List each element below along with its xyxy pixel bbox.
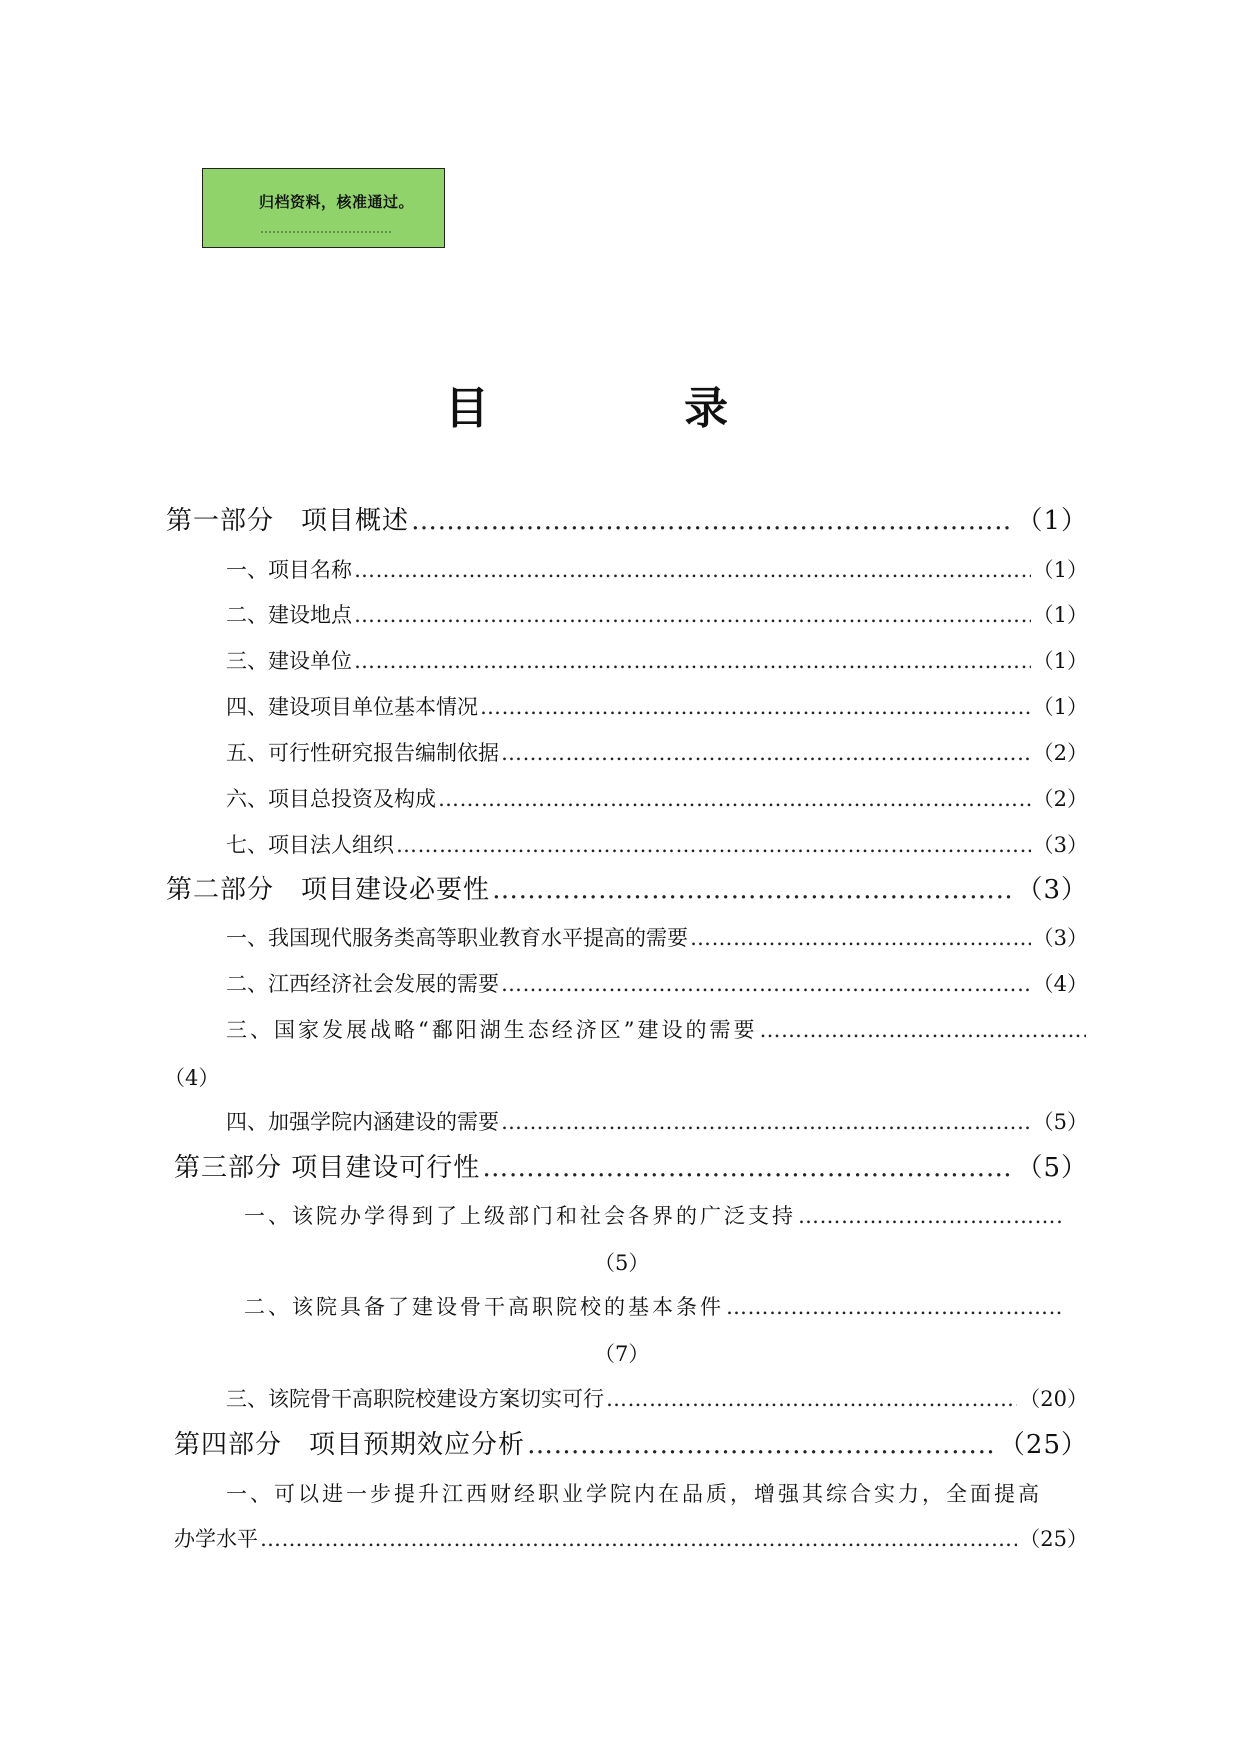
stamp-faded-line xyxy=(261,231,391,235)
toc-item-title: 一、我国现代服务类高等职业教育水平提高的需要 xyxy=(226,926,688,950)
toc-item-title-line2: 办学水平 xyxy=(174,1527,258,1551)
toc-page-number-wrapped[interactable]: （5） xyxy=(594,1251,650,1275)
dot-leader xyxy=(726,1292,1062,1322)
dot-leader xyxy=(482,1153,1014,1183)
toc-part-1[interactable] xyxy=(166,506,1088,536)
toc-item[interactable] xyxy=(174,1524,1088,1554)
toc-item[interactable] xyxy=(226,969,1088,999)
toc-page-number: （4） xyxy=(1032,972,1088,996)
toc-item-title: 六、项目总投资及构成 xyxy=(226,787,436,811)
toc-page-number-wrapped[interactable]: （7） xyxy=(594,1342,650,1366)
dot-leader xyxy=(354,646,1031,676)
dot-leader xyxy=(527,1430,997,1460)
toc-part-4[interactable] xyxy=(174,1430,1088,1460)
dot-leader xyxy=(260,1524,1017,1554)
dot-leader xyxy=(798,1201,1062,1231)
toc-page-number: （3） xyxy=(1032,926,1088,950)
toc-item-title: 三、建设单位 xyxy=(226,649,352,673)
toc-item[interactable] xyxy=(226,784,1088,814)
toc-page-number-wrapped[interactable]: （4） xyxy=(164,1066,220,1090)
toc-item[interactable] xyxy=(226,923,1088,953)
toc-part-title: 第二部分 项目建设必要性 xyxy=(166,875,491,905)
dot-leader xyxy=(354,555,1031,585)
dot-leader xyxy=(690,923,1031,953)
toc-item-wrapped[interactable] xyxy=(244,1292,1064,1322)
page-title: 目 录 xyxy=(444,383,819,434)
dot-leader xyxy=(501,1107,1031,1137)
toc-page-number: （3） xyxy=(1032,833,1088,857)
toc-item-wrapped[interactable] xyxy=(244,1201,1064,1231)
toc-page-number: （1） xyxy=(1032,649,1088,673)
dot-leader xyxy=(501,969,1031,999)
toc-page-number: （5） xyxy=(1032,1110,1088,1134)
dot-leader xyxy=(480,692,1031,722)
toc-page-number: （2） xyxy=(1032,741,1088,765)
dot-leader xyxy=(492,875,1014,905)
dot-leader xyxy=(438,784,1031,814)
toc-item-title: 四、建设项目单位基本情况 xyxy=(226,695,478,719)
dot-leader xyxy=(396,830,1031,860)
toc-part-2[interactable] xyxy=(166,875,1088,905)
toc-item-title: 四、加强学院内涵建设的需要 xyxy=(226,1110,499,1134)
toc-page-number: （1） xyxy=(1032,603,1088,627)
toc-item-wrapped[interactable] xyxy=(226,1015,1088,1045)
toc-item[interactable] xyxy=(226,738,1088,768)
toc-page-number: （5） xyxy=(1016,1153,1088,1183)
toc-item[interactable] xyxy=(226,600,1088,630)
toc-item-title-line1[interactable]: 一、可以进一步提升江西财经职业学院内在品质，增强其综合实力，全面提高 xyxy=(226,1482,1042,1506)
toc-item-title: 三、该院骨干高职院校建设方案切实可行 xyxy=(226,1387,604,1411)
toc-page-number: （3） xyxy=(1016,875,1088,905)
dot-leader xyxy=(759,1015,1086,1045)
toc-item-title: 三、国家发展战略“鄱阳湖生态经济区”建设的需要 xyxy=(226,1018,758,1042)
toc-item-title: 二、江西经济社会发展的需要 xyxy=(226,972,499,996)
toc-page-number: （1） xyxy=(1016,506,1088,536)
toc-item-title: 二、建设地点 xyxy=(226,603,352,627)
toc-item-title: 二、该院具备了建设骨干高职院校的基本条件 xyxy=(244,1295,724,1319)
toc-part-title: 第一部分 项目概述 xyxy=(166,506,410,536)
toc-item-title: 一、该院办学得到了上级部门和社会各界的广泛支持 xyxy=(244,1204,796,1228)
toc-item[interactable] xyxy=(226,555,1088,585)
dot-leader xyxy=(411,506,1014,536)
toc-item-title: 一、项目名称 xyxy=(226,558,352,582)
toc-page-number: （1） xyxy=(1032,695,1088,719)
dot-leader xyxy=(354,600,1031,630)
dot-leader xyxy=(606,1384,1017,1414)
toc-item[interactable] xyxy=(226,692,1088,722)
toc-page-number: （2） xyxy=(1032,787,1088,811)
toc-item[interactable] xyxy=(226,1384,1088,1414)
toc-page-number: （1） xyxy=(1032,558,1088,582)
toc-item[interactable] xyxy=(226,1107,1088,1137)
toc-item-title: 五、可行性研究报告编制依据 xyxy=(226,741,499,765)
toc-part-title: 第四部分 项目预期效应分析 xyxy=(174,1430,526,1460)
toc-part-title: 第三部分 项目建设可行性 xyxy=(174,1153,481,1183)
archive-stamp xyxy=(202,168,445,248)
toc-item[interactable] xyxy=(226,830,1088,860)
toc-page-number: （25） xyxy=(1019,1527,1088,1551)
toc-item[interactable] xyxy=(226,646,1088,676)
dot-leader xyxy=(501,738,1031,768)
toc-page-number: （20） xyxy=(1019,1387,1088,1411)
toc-part-3[interactable] xyxy=(174,1153,1088,1183)
toc-item-title: 七、项目法人组织 xyxy=(226,833,394,857)
toc-page-number: （25） xyxy=(998,1430,1088,1460)
stamp-text: 归档资料，核准通过。 xyxy=(259,193,415,211)
